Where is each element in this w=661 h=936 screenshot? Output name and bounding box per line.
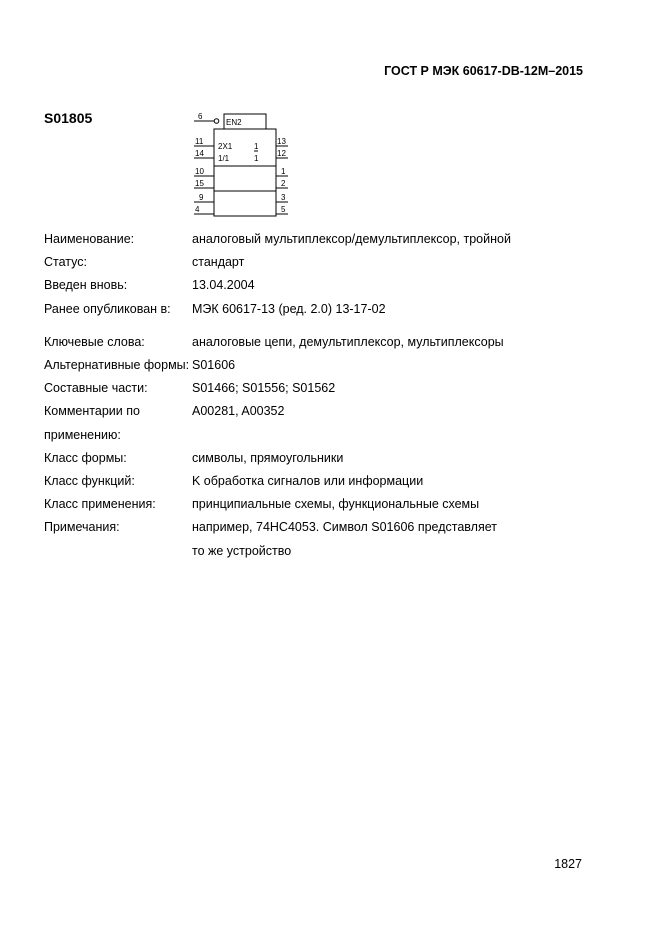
mux-label: 2X1 [218,142,233,151]
pin-label: 15 [195,179,204,188]
field-value: S01466; S01556; S01562 [192,381,336,396]
field-value: A00281, A00352 [192,404,285,419]
field-value: аналоговые цепи, демультиплексор, мультиплексоры [192,334,504,349]
pin-label: 2 [281,179,286,188]
field-label: Комментарии по применению: [44,404,140,442]
body-outline-top [214,129,224,140]
field-value: МЭК 60617-13 (ред. 2.0) 13-17-02 [192,301,386,316]
field-label: Наименование: [44,232,135,246]
field-value-line: то же устройство [192,543,292,558]
field-row-function-class [44,470,584,493]
field-label: Класс формы: [44,450,127,465]
pin-label: 13 [277,137,286,146]
field-row-shape-class [44,447,584,470]
one-label-b: 1 [254,154,259,163]
pin-label: 3 [281,193,286,202]
pin-label: 9 [199,193,204,202]
field-label: Примечания: [44,520,120,535]
field-row-components [44,377,584,400]
field-row-name [44,228,584,251]
pin-label: 11 [195,137,204,146]
field-value-line: например, 74HC4053. Символ S01606 представляет [192,520,497,535]
field-value: аналоговый мультиплексор/демультиплексор, тройной [192,232,511,246]
field-row-alternatives [44,354,584,377]
field-value: S01606 [192,358,236,373]
field-row-notes [44,516,584,562]
field-value: принципиальные схемы, функциональные схемы [192,497,480,512]
field-label: Ранее опубликован в: [44,301,171,316]
pin-label: 5 [281,205,286,214]
field-row-published [44,298,584,321]
document-header: ГОСТ Р МЭК 60617-DB-12M–2015 [384,64,583,78]
field-row-application-class [44,493,584,516]
inv-label: 1/1 [218,154,230,163]
field-label: Составные части: [44,381,148,396]
field-list [44,228,584,563]
field-label: Альтернативные формы: [44,358,190,373]
field-label: Класс применения: [44,497,156,512]
pin-label: 12 [277,149,286,158]
pin-label: 6 [198,112,203,121]
field-value [192,516,584,562]
pin-label: 4 [195,205,200,214]
pin-label: 10 [195,167,204,176]
pin-label: 1 [281,167,286,176]
symbol-figure [193,110,288,218]
one-label-a: 1 [254,142,259,151]
enable-negation-circle [214,119,219,124]
field-row-comments [44,400,584,446]
symbol-id: S01805 [44,110,93,126]
page-number: 1827 [554,857,582,871]
field-label: Статус: [44,255,87,270]
field-label: Ключевые слова: [44,334,145,349]
field-label: Введен вновь: [44,278,128,293]
field-value: K обработка сигналов или информации [192,474,424,489]
field-value: символы, прямоугольники [192,450,344,465]
field-row-introduced [44,274,584,297]
field-row-status [44,251,584,274]
field-value: стандарт [192,255,245,270]
pin-label: 14 [195,149,204,158]
field-value: 13.04.2004 [192,278,255,293]
field-row-keywords [44,331,584,354]
enable-label: EN2 [226,118,242,127]
field-label: Класс функций: [44,474,135,489]
